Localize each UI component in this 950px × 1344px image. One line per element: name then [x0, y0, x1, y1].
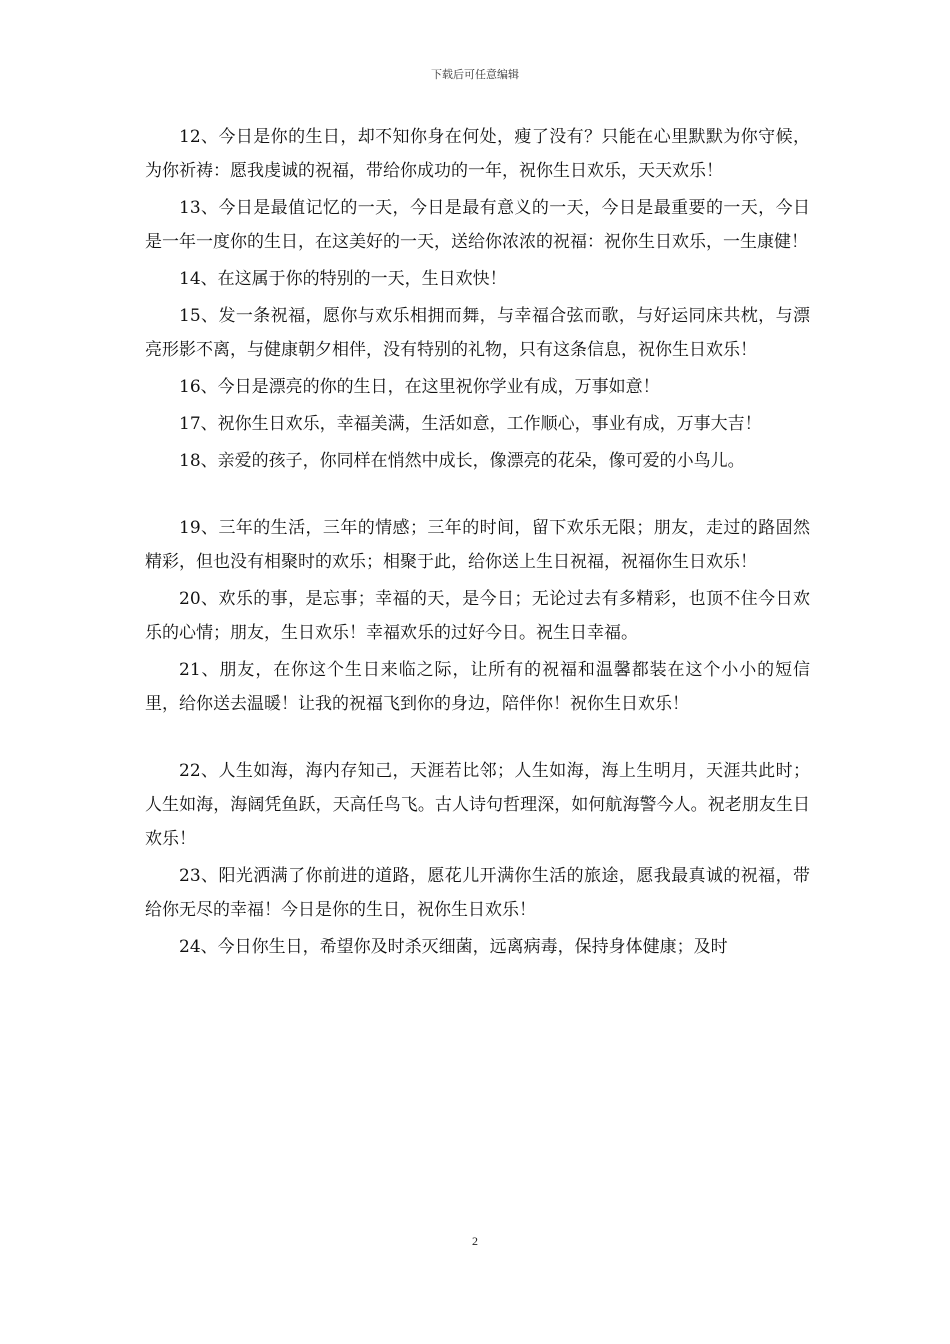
paragraph-17: 17、祝你生日欢乐，幸福美满，生活如意，工作顺心，事业有成，万事大吉！: [179, 414, 762, 434]
paragraph-gap: [145, 724, 810, 754]
paragraph-gap: [145, 481, 810, 511]
paragraph-13: 13、今日是最值记忆的一天，今日是最有意义的一天，今日是最重要的一天，今日是一年一度你的生日，在这美好的一天，送给你浓浓的祝福：祝你生日欢乐，一生康健！: [145, 198, 810, 252]
page-header: 下载后可任意编辑: [431, 68, 519, 81]
paragraph-20: 20、欢乐的事，是忘事；幸福的天，是今日；无论过去有多精彩，也顶不住今日欢乐的心情；朋友，生日欢乐！幸福欢乐的过好今日。祝生日幸福。: [145, 589, 810, 643]
page-number: 2: [472, 1234, 478, 1248]
document-body: [145, 120, 810, 967]
paragraph-19: 19、三年的生活，三年的情感；三年的时间，留下欢乐无限；朋友，走过的路固然精彩，但也没有相聚时的欢乐；相聚于此，给你送上生日祝福，祝福你生日欢乐！: [145, 518, 810, 572]
paragraph-16: 16、今日是漂亮的你的生日，在这里祝你学业有成，万事如意！: [179, 377, 660, 397]
paragraph-22: 22、人生如海，海内存知己，天涯若比邻；人生如海，海上生明月，天涯共此时；人生如海，海阔凭鱼跃，天高任鸟飞。古人诗句哲理深，如何航海警今人。祝老朋友生日欢乐！: [145, 761, 810, 849]
paragraph-24: 24、今日你生日，希望你及时杀灭细菌，远离病毒，保持身体健康；及时: [179, 937, 728, 957]
paragraph-15: 15、发一条祝福，愿你与欢乐相拥而舞，与幸福合弦而歌，与好运同床共枕，与漂亮形影不离，与健康朝夕相伴，没有特别的礼物，只有这条信息，祝你生日欢乐！: [145, 306, 810, 360]
paragraph-21: 21、朋友，在你这个生日来临之际，让所有的祝福和温馨都装在这个小小的短信里，给你送去温暖！让我的祝福飞到你的身边，陪伴你！祝你生日欢乐！: [145, 660, 810, 714]
paragraph-14: 14、在这属于你的特别的一天，生日欢快！: [179, 269, 507, 289]
paragraph-23: 23、阳光洒满了你前进的道路，愿花儿开满你生活的旅途，愿我最真诚的祝福，带给你无尽的幸福！今日是你的生日，祝你生日欢乐！: [145, 866, 810, 920]
paragraph-18: 18、亲爱的孩子，你同样在悄然中成长，像漂亮的花朵，像可爱的小鸟儿。: [179, 451, 745, 471]
paragraph-12: 12、今日是你的生日，却不知你身在何处，瘦了没有？只能在心里默默为你守候，为你祈祷：愿我虔诚的祝福，带给你成功的一年，祝你生日欢乐，天天欢乐！: [145, 127, 810, 181]
